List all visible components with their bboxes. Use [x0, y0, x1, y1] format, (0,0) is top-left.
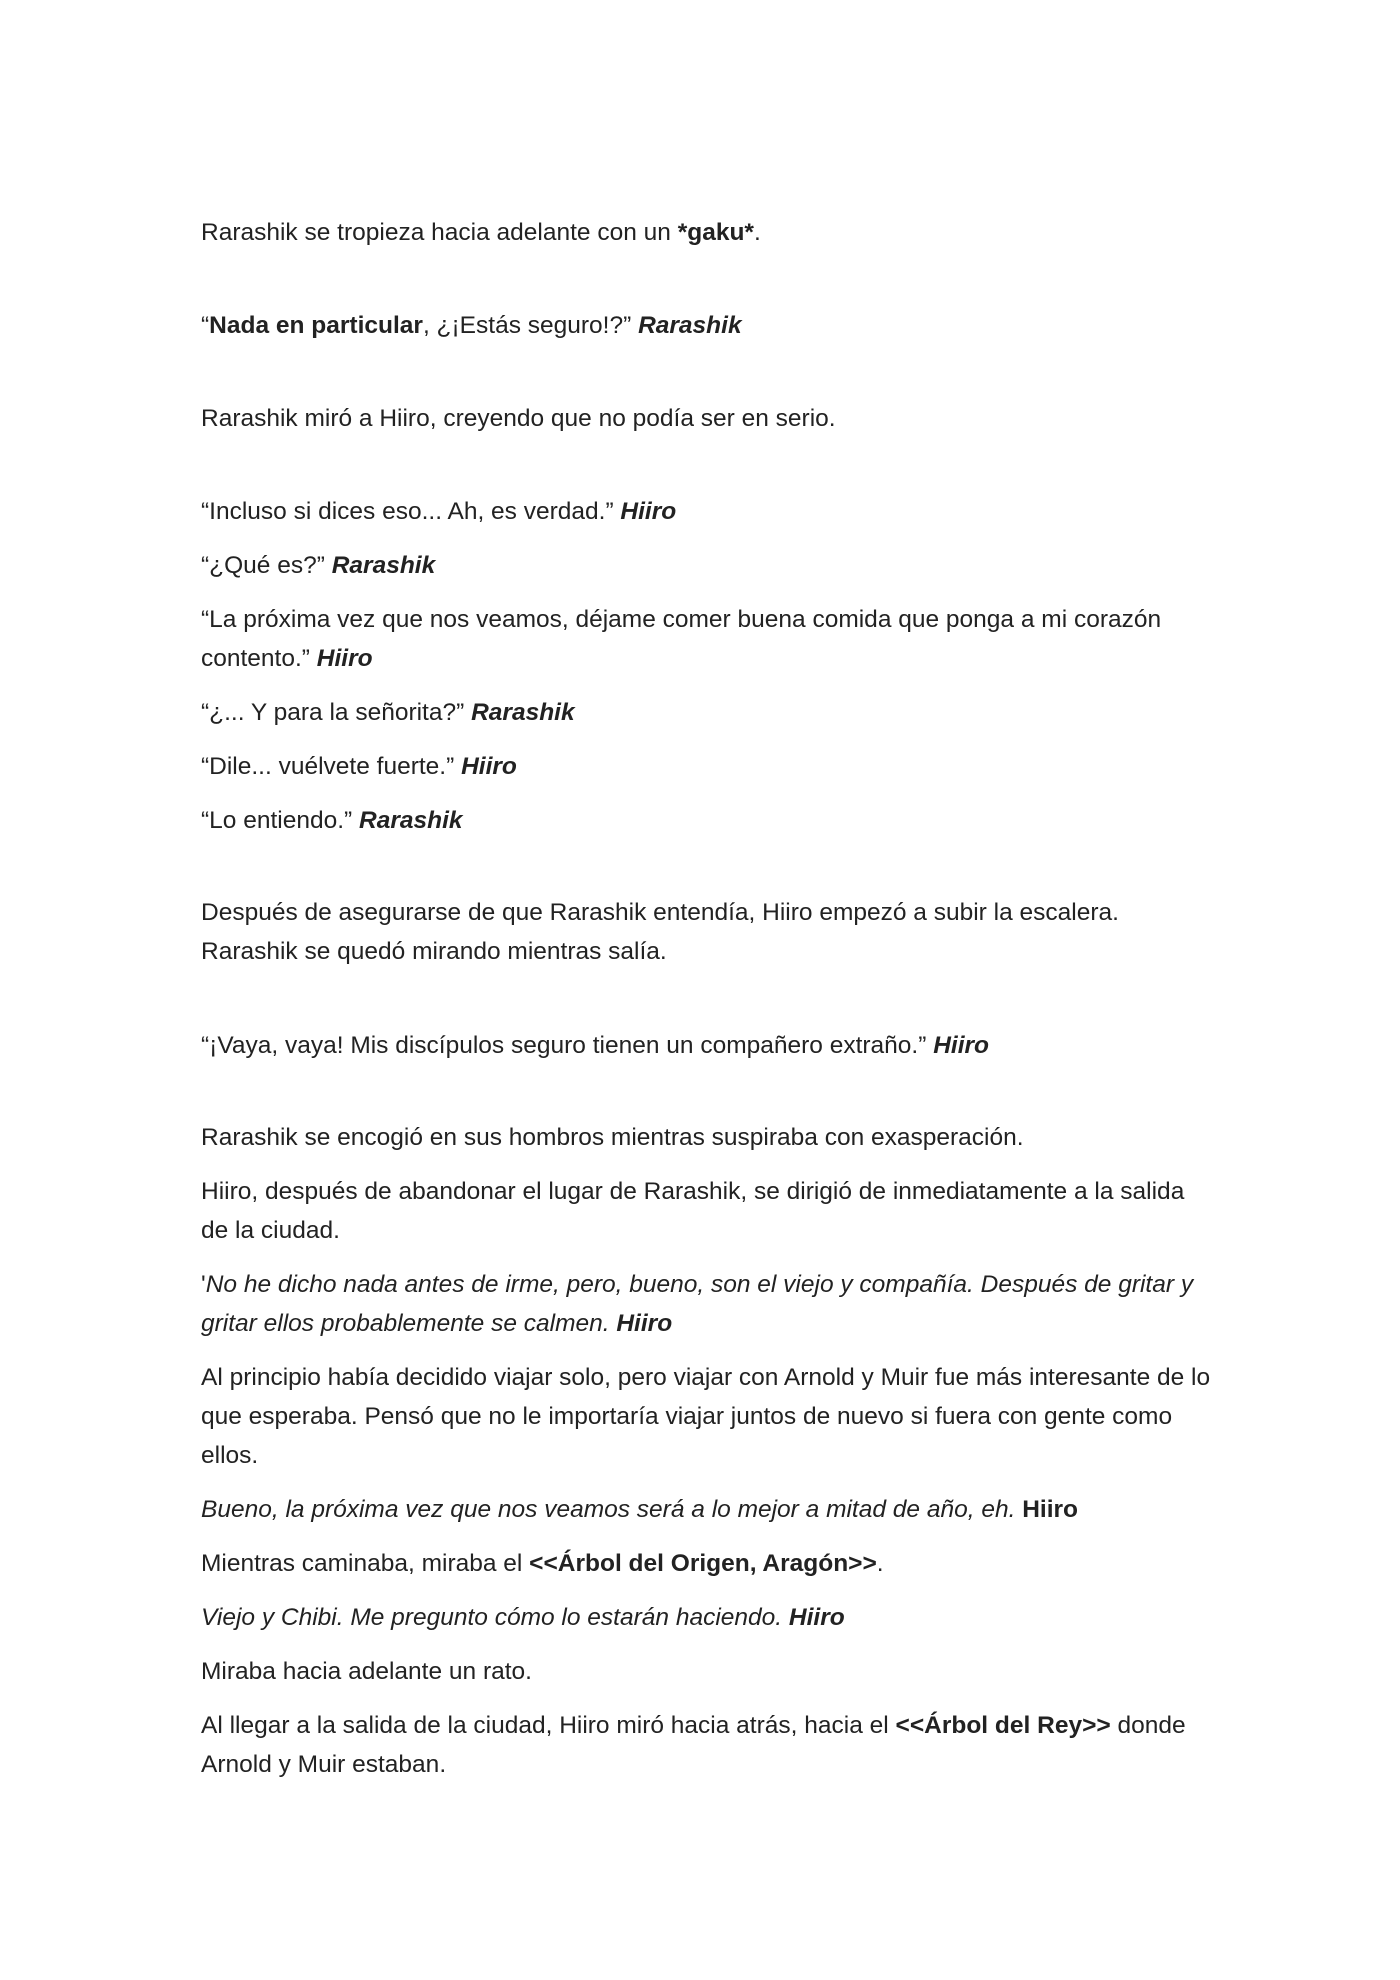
text-run: “Lo entiendo.”	[201, 807, 359, 834]
text-run: Al principio había decidido viajar solo, pero viajar con Arnold y Muir fue más interesante de lo que esperaba. Pensó que no le importaría viajar juntos de nuevo si fuera con gente como ellos.	[201, 1364, 1217, 1469]
speaker-name: Hiiro	[316, 645, 373, 672]
paragraph-10	[201, 893, 1211, 971]
text-run: “Dile... vuélvete fuerte.”	[201, 753, 462, 780]
text-run: Rarashik miró a Hiiro, creyendo que no podía ser en serio.	[201, 405, 836, 432]
speaker-name: Rarashik	[638, 312, 742, 339]
text-run: .	[753, 219, 761, 246]
paragraph-6	[201, 600, 1211, 678]
paragraph-16	[201, 1490, 1211, 1529]
paragraph-8	[201, 747, 1211, 786]
speaker-name: Hiiro	[461, 753, 517, 780]
text-run: Miraba hacia adelante un rato.	[201, 1658, 532, 1685]
text-run: “Incluso si dices eso... Ah, es verdad.”	[201, 498, 621, 525]
speaker-name: Hiiro	[616, 1310, 673, 1337]
speaker-name: Rarashik	[331, 552, 436, 579]
speaker-name: Hiiro	[788, 1604, 845, 1631]
text-run: .	[876, 1550, 884, 1577]
text-run-bold: <<Árbol del Origen, Aragón>>	[529, 1550, 877, 1577]
paragraph-3	[201, 399, 1211, 438]
text-run: “	[201, 312, 210, 339]
text-run: , ¿¡Estás seguro!?”	[422, 312, 639, 339]
text-run: Después de asegurarse de que Rarashik entendía, Hiiro empezó a subir la escalera. Rarashik se quedó mirando mientras salía.	[201, 899, 1126, 965]
speaker-name: Hiiro	[1022, 1496, 1079, 1523]
speaker-name: Hiiro	[933, 1032, 990, 1059]
text-run: “¿... Y para la señorita?”	[201, 699, 472, 726]
speaker-name: Rarashik	[359, 807, 463, 834]
paragraph-20	[201, 1706, 1211, 1784]
paragraph-9	[201, 801, 1211, 840]
paragraph-1	[201, 213, 1211, 252]
paragraph-14	[201, 1265, 1211, 1343]
text-run-bold: Nada en particular	[209, 312, 423, 339]
paragraph-7	[201, 693, 1211, 732]
paragraph-2	[201, 306, 1211, 345]
paragraph-13	[201, 1172, 1211, 1250]
speaker-name: Hiiro	[620, 498, 677, 525]
paragraph-5	[201, 546, 1211, 585]
paragraph-12	[201, 1118, 1211, 1157]
paragraph-19	[201, 1652, 1211, 1691]
text-run: Al llegar a la salida de la ciudad, Hiiro miró hacia atrás, hacia el	[201, 1712, 896, 1739]
text-run: “¿Qué es?”	[201, 552, 332, 579]
text-run: '	[201, 1271, 206, 1298]
text-run: donde Arnold y Muir estaban.	[201, 1712, 1192, 1778]
text-run-italic: Bueno, la próxima vez que nos veamos será a lo mejor a mitad de año, eh.	[201, 1496, 1023, 1523]
text-run: “¡Vaya, vaya! Mis discípulos seguro tienen un compañero extraño.”	[201, 1032, 934, 1059]
paragraph-17	[201, 1544, 1211, 1583]
paragraph-15	[201, 1358, 1217, 1475]
text-run-bold: <<Árbol del Rey>>	[895, 1712, 1111, 1739]
text-run: Rarashik se tropieza hacia adelante con un	[201, 219, 678, 246]
text-run: Hiiro, después de abandonar el lugar de Rarashik, se dirigió de inmediatamente a la salida de la ciudad.	[201, 1178, 1192, 1244]
speaker-name: Rarashik	[471, 699, 575, 726]
text-run-italic: Viejo y Chibi. Me pregunto cómo lo estarán haciendo.	[201, 1604, 789, 1631]
text-run: Rarashik se encogió en sus hombros mientras suspiraba con exasperación.	[201, 1124, 1024, 1151]
text-run-italic: No he dicho nada antes de irme, pero, bueno, son el viejo y compañía. Después de gritar y gritar ellos probablemente se calmen.	[201, 1271, 1200, 1337]
text-run-bold: *gaku*	[677, 219, 754, 246]
text-run: Mientras caminaba, miraba el	[201, 1550, 530, 1577]
text-run: “La próxima vez que nos veamos, déjame comer buena comida que ponga a mi corazón contento.”	[201, 606, 1168, 672]
paragraph-18	[201, 1598, 1211, 1637]
paragraph-4	[201, 492, 1211, 531]
paragraph-11	[201, 1026, 1211, 1065]
